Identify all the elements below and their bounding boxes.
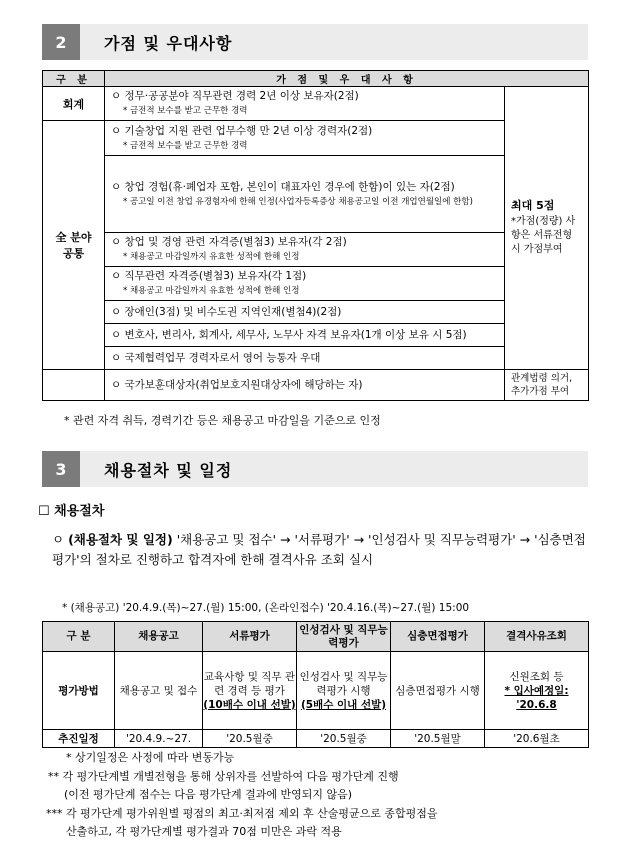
cell-text: 신원조회 등	[509, 670, 564, 683]
table-cell: '20.5월중	[203, 730, 297, 748]
table-cell: '20.5월중	[297, 730, 391, 748]
header-cell: 심층면접평가	[391, 622, 485, 652]
cell-emphasis: (10배수 이내 선발)	[203, 698, 296, 711]
section2-title: 가점 및 우대사항	[104, 33, 233, 53]
category-common-line2: 공통	[62, 247, 85, 260]
row-label: 평가방법	[43, 652, 115, 730]
list-item: ㅇ 기술창업 지원 관련 업무수행 만 2년 이상 경력자(2점)	[111, 124, 373, 137]
procedure-label: (채용절차 및 일정)	[68, 532, 173, 547]
bonus-table	[42, 70, 589, 401]
section3-title: 채용절차 및 일정	[104, 460, 233, 480]
list-item: ㅇ 정무·공공분야 직무관련 경력 2년 이상 보유자(2점)	[111, 90, 359, 102]
header-cell: 서류평가	[203, 622, 297, 652]
list-item: ㅇ 국제협력업무 경력자로서 영어 능통자 우대	[111, 352, 321, 364]
row-label: 추진일정	[43, 730, 115, 748]
list-item: ㅇ 창업 경험(휴·폐업자 포함, 본인이 대표자인 경우에 한함)이 있는 자(2점)	[111, 180, 455, 193]
list-item-note: * 금전적 보수를 받고 근무한 경력	[123, 106, 248, 116]
max-points-cell	[505, 87, 589, 370]
table-cell: '20.4.9.~27.	[115, 730, 203, 748]
procedure-text: '채용공고 및 접수' → '서류평가' → '인성검사 및 직무능력평가' → '심층면접평가'의 절차로 진행하고 합격자에 한해 결격사유 조회 실시	[52, 532, 586, 567]
footnote: 산출하고, 각 평가단계별 평가결과 70점 미만은 과락 적용	[66, 825, 342, 838]
table-header-row	[43, 622, 589, 652]
max-points-note: *가점(정량) 사항은 서류전형 시 가점부여	[511, 216, 576, 255]
table-cell: '20.5월말	[391, 730, 485, 748]
list-item: ㅇ 장애인(3점) 및 비수도권 지역인재(별첨4)(2점)	[111, 306, 342, 318]
footnote: (이전 평가단계 점수는 다음 평가단계 결과에 반영되지 않음)	[64, 788, 353, 801]
footnote: *** 각 평가단계 평가위원별 평점의 최고·최저점 제외 후 산술평균으로 종합평점을	[46, 807, 438, 820]
cell-text: 교육사항 및 직무 관련 경력 등 평가	[203, 670, 296, 697]
procedure-heading: ☐ 채용절차	[38, 504, 105, 519]
footnote: * 상기일정은 사정에 따라 변동가능	[66, 751, 235, 764]
schedule-note: * (채용공고) '20.4.9.(목)~27.(월) 15:00, (온라인접수) '20.4.16.(목)~27.(월) 15:00	[62, 602, 470, 614]
veterans-note: 관계법령 의거, 추가가점 부여	[505, 370, 589, 401]
bullet-icon: ㅇ	[52, 532, 69, 547]
section2-header	[42, 24, 588, 60]
list-item: ㅇ 창업 및 경영 관련 자격증(별첨3) 보유자(각 2점)	[111, 236, 347, 248]
header-cell: 구 분	[43, 622, 115, 652]
section2-number: 2	[42, 24, 80, 60]
cell-emphasis: (5배수 이내 선발)	[300, 698, 387, 711]
table-cell: 채용공고 및 접수	[115, 652, 203, 730]
footnote: ** 각 평가단계별 개별전형을 통해 상위자를 선발하여 다음 평가단계 진행	[48, 770, 399, 783]
header-category: 구 분	[43, 71, 105, 87]
list-item: ㅇ 국가보훈대상자(취업보호지원대상자에 해당하는 자)	[111, 379, 363, 391]
cell-text: 인성검사 및 직무능력평가 시행	[299, 670, 388, 697]
list-item: ㅇ 변호사, 변리사, 회계사, 세무사, 노무사 자격 보유자(1개 이상 보유 시 5점)	[111, 329, 467, 341]
list-item-note: * 채용공고 마감일까지 유효한 성적에 한해 인정	[123, 286, 300, 296]
max-points-title: 최대 5점	[511, 199, 555, 212]
procedure-description	[52, 530, 588, 570]
section3-header	[42, 451, 588, 487]
table-row	[43, 370, 589, 401]
table-row	[43, 652, 589, 730]
table-cell	[203, 652, 297, 730]
category-common	[43, 121, 105, 370]
section3-number: 3	[42, 451, 80, 487]
table-cell	[485, 652, 589, 730]
table-cell: '20.6월초	[485, 730, 589, 748]
qualification-note: * 관련 자격 취득, 경력기간 등은 채용공고 마감일을 기준으로 인정	[64, 414, 381, 427]
table-row	[43, 87, 589, 121]
category-common-line1: 全 분야	[55, 231, 92, 244]
list-item-note: * 공고일 이전 창업 유경험자에 한해 인정(사업자등록증상 채용공고일 이전 개업연월일에 한함)	[123, 196, 473, 207]
table-cell: 심층면접평가 시행	[391, 652, 485, 730]
table-header-row	[43, 71, 589, 87]
cell-emphasis: * 입사예정일: '20.6.8	[504, 684, 569, 711]
schedule-table	[42, 621, 589, 748]
header-cell: 인성검사 및 직무능력평가	[297, 622, 391, 652]
table-row	[43, 730, 589, 748]
list-item: ㅇ 직무관련 자격증(별첨3) 보유자(각 1점)	[111, 270, 307, 282]
header-cell: 결격사유조회	[485, 622, 589, 652]
table-cell	[297, 652, 391, 730]
header-cell: 채용공고	[115, 622, 203, 652]
list-item-note: * 채용공고 마감일까지 유효한 성적에 한해 인정	[123, 252, 300, 262]
header-bonus: 가 점 및 우 대 사 항	[105, 71, 589, 87]
category-accounting: 회계	[43, 87, 105, 121]
list-item-note: * 금전적 보수를 받고 근무한 경력	[123, 140, 248, 151]
